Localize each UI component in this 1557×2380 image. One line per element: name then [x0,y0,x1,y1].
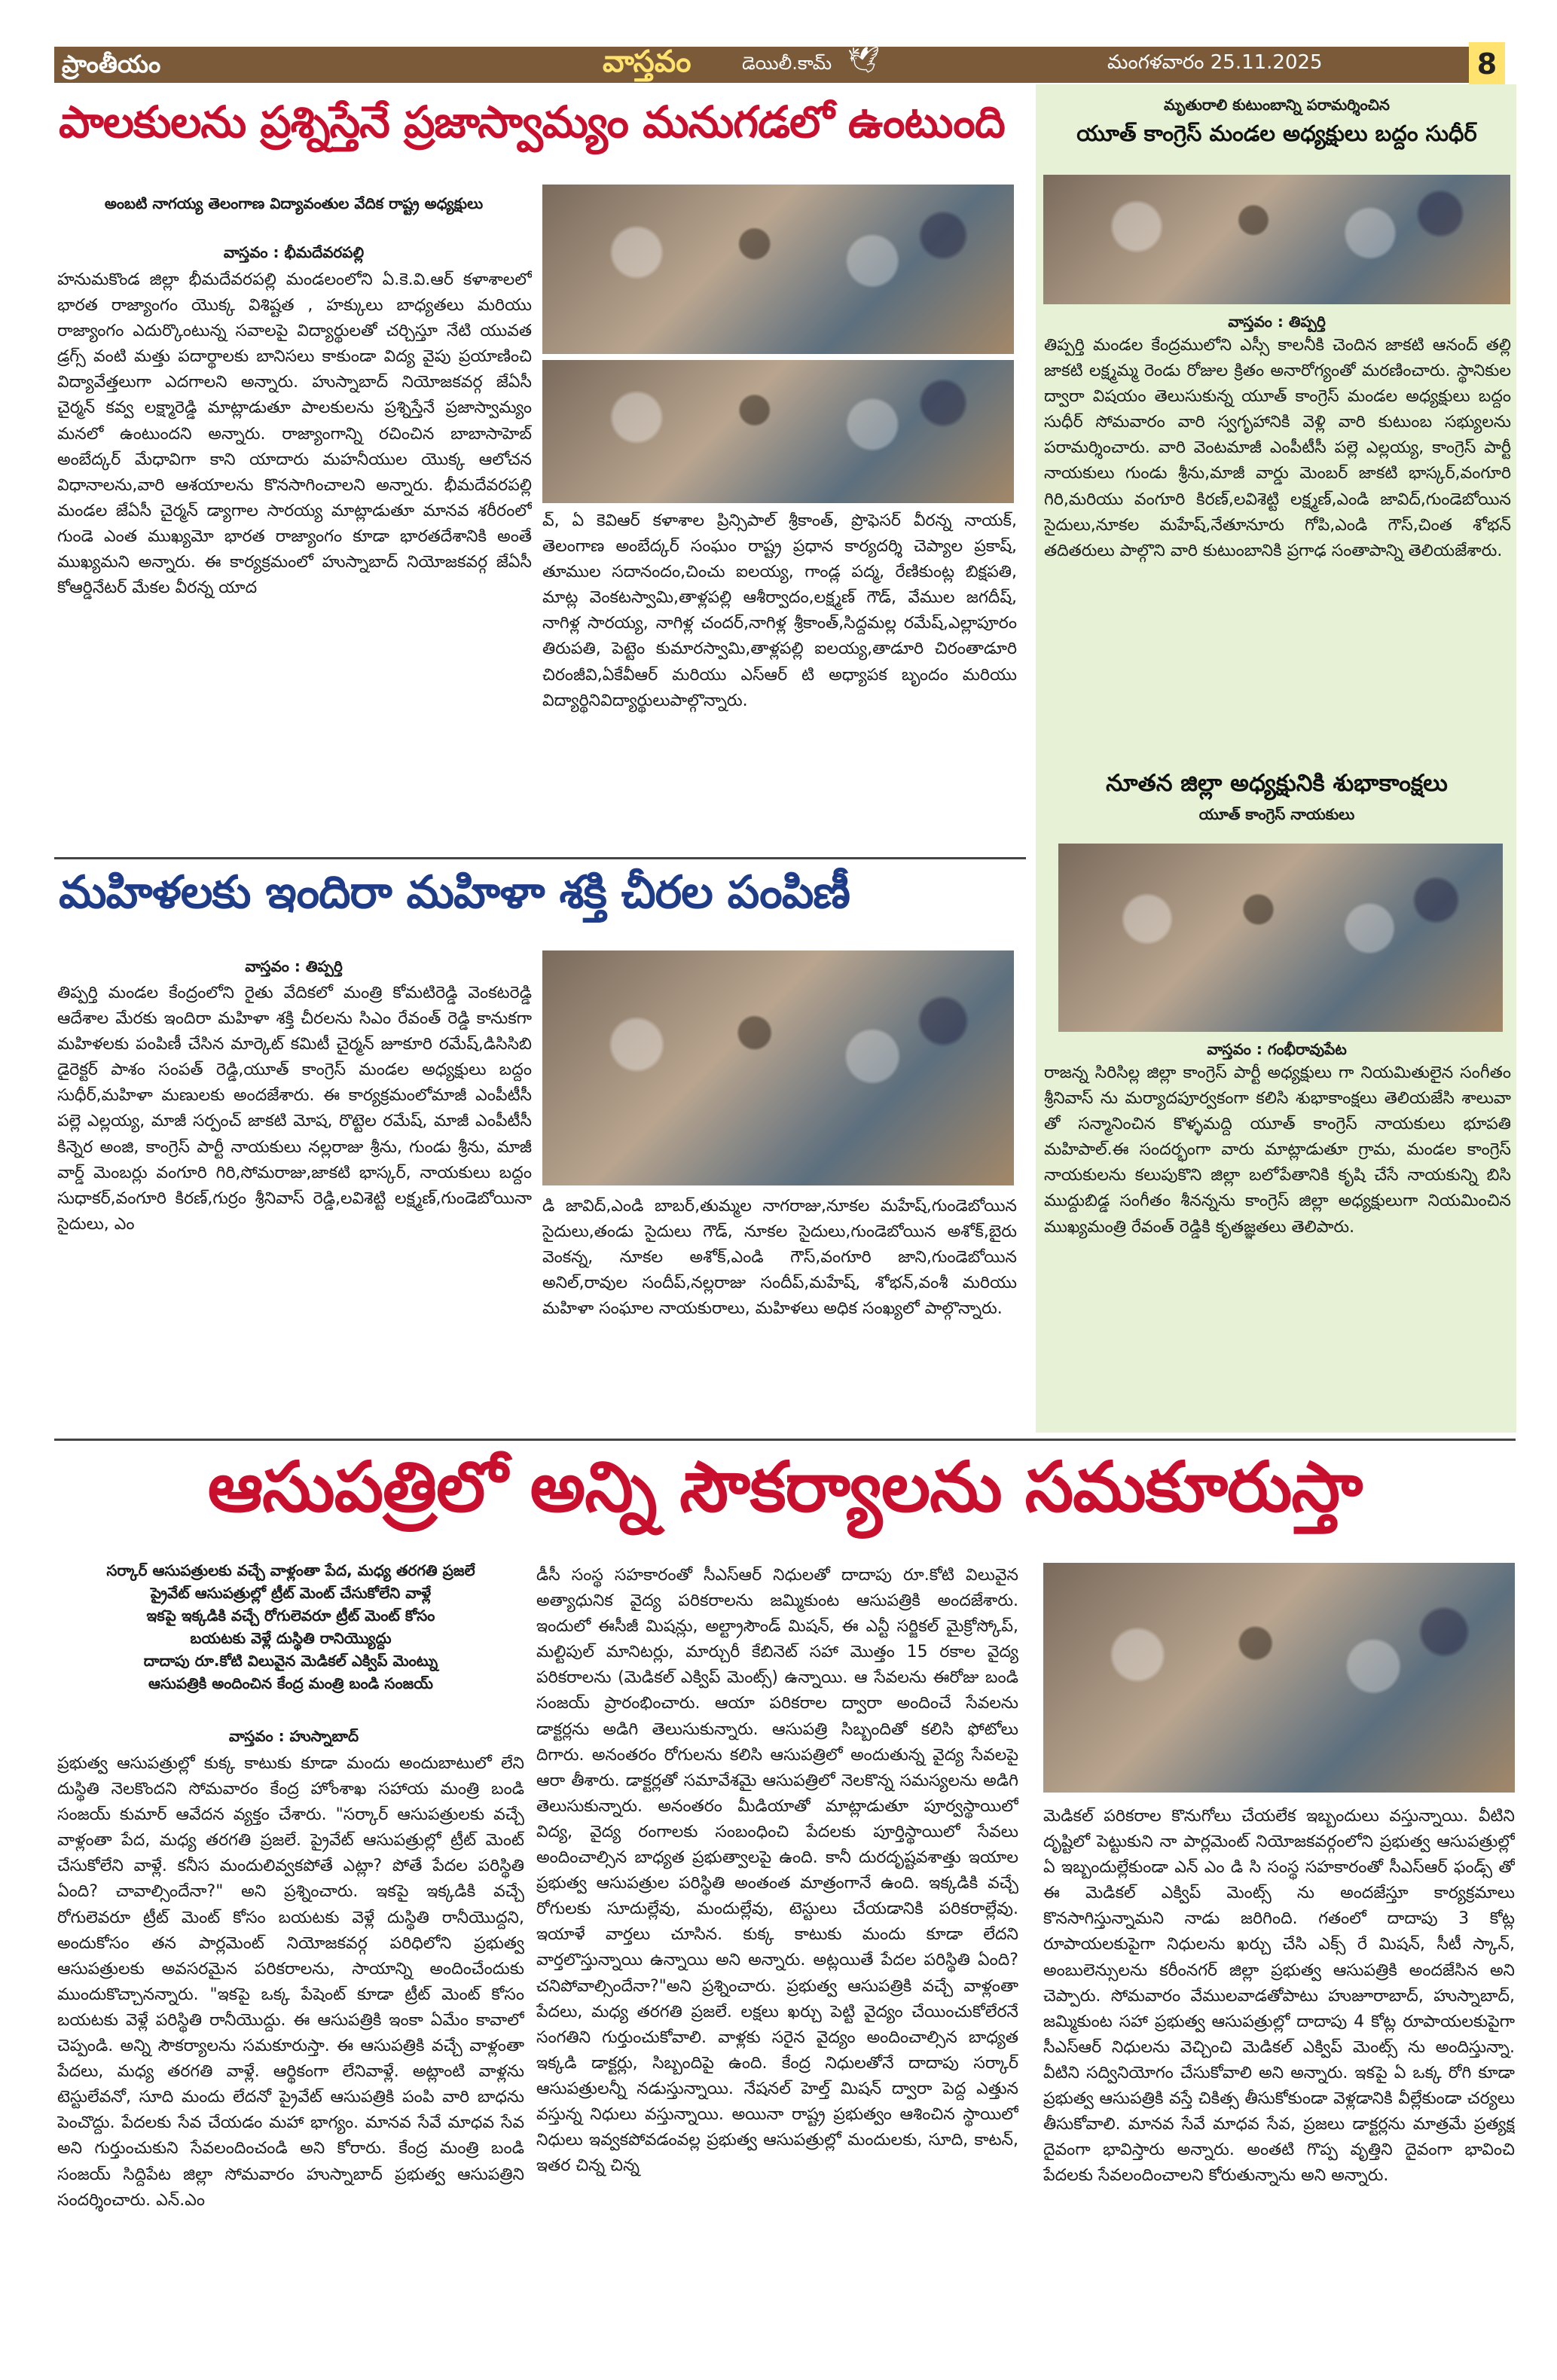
story3-subheads [57,1559,524,1695]
sidebar1-body: తిప్పర్తి మండల కేంద్రములోని ఎస్సీ కాలనీకి చెందిన జాకటి ఆనంద్ తల్లి జాకటి లక్ష్మమ్మ రెండు రోజుల క్రితం అనారోగ్యంతో మరణించారు. స్థానికుల ద్వారా విషయం తెలుసుకున్న యూత్ కాంగ్రెస్ మండల అధ్యక్షులు బద్దం సుధీర్ సోమవారం వారి స్వగృహానికి వెళ్లి వారి కుటుంబ సభ్యులను పరామర్శించారు. వారి వెంటమాజీ ఎంపీటీసీ పల్లె ఎల్లయ్య, కాంగ్రెస్ పార్టీ నాయకులు గుండు శ్రీను,మాజీ వార్డు మెంబర్ జాకటి భాస్కర్,వంగూరి గిరి,మరియు వంగూరి కిరణ్,లవిశెట్టి లక్ష్మణ్,ఎండి జావిద్,గుండెబోయిన సైదులు,నూకల మహేష్,నేతూనూరు గోపి,ఎండి గౌస్,చింత శోభన్ తదితరులు పాల్గొని వారి కుటుంబానికి ప్రగాఢ సంతాపాన్ని తెలియజేశారు. [1044,336,1511,560]
sidebar2-dateline: వాస్తవం : గంభీరావుపేట [1207,1040,1347,1058]
story1-headline: పాలకులను ప్రశ్నిస్తేనే ప్రజాస్వామ్యం మనుగడలో ఉంటుంది [59,96,1005,148]
subhead: ఆసుపత్రికి అందించిన కేంద్ర మంత్రి బండి సంజయ్ [148,1674,433,1692]
subhead: బయటకు వెళ్లే దుస్థితి రానియ్యొద్దు [190,1629,392,1647]
sidebar1-headline: యూత్ కాంగ్రెస్ మండల అధ్యక్షులు బద్దం సుధీర్ [1076,121,1477,146]
subhead: ఇకపై ఇక్కడికి వచ్చే రోగులెవరూ ట్రీట్ మెంట్ కోసం [146,1606,435,1625]
subhead: దాదాపు రూ.కోటి విలువైన మెడికల్ ఎక్విప్ మెంట్ను [143,1652,438,1670]
subhead: సర్కార్ ఆసుపత్రులకు వచ్చే వాళ్లంతా పేద, మధ్య తరగతి ప్రజలే [106,1561,475,1579]
dove-logo-icon: 🕊 [847,45,881,75]
story1-photo-students [542,360,1014,503]
story3-body-col2: డీసీ సంస్థ సహకారంతో సీఎస్ఆర్ నిధులతో దాదాపు రూ.కోటి విలువైన అత్యాధునిక వైద్య పరికరాలను జమ్మికుంట ఆసుపత్రికి అందజేశారు. ఇందులో ఈసీజీ మిషన్లు, అల్ట్రాసౌండ్ మిషన్, ఈ ఎన్టీ సర్జికల్ మైక్రోస్కోప్, మల్టిపుల్ మానిటర్లు, మార్చురీ కేబినెట్ సహా మొత్తం 15 రకాల వైద్య పరికరాలను (మెడికల్ ఎక్విప్ మెంట్స్) ఉన్నాయి. ఆ సేవలను ఈరోజు బండి సంజయ్ ప్రారంభించారు. ఆయా పరికరాల ద్వారా అందించే సేవలను డాక్టర్లను అడిగి తెలుసుకున్నారు. ఆసుపత్రి సిబ్బందితో కలిసి ఫోటోలు దిగారు. అనంతరం రోగులను కలిసి ఆసుపత్రిలో అందుతున్న వైద్య సేవలపై ఆరా తీశారు. డాక్టర్లతో సమావేశమై ఆసుపత్రిలో నెలకొన్న సమస్యలను అడిగి తెలుసుకున్నారు. అనంతరం మీడియాతో మాట్లాడుతూ పూర్వస్థాయిలో విద్య, వైద్య రంగాలకు సంబంధించి పేదలకు పూర్తిస్థాయిలో సేవలు అందించాల్సిన బాధ్యత ప్రభుత్వాలపై ఉంది. కానీ దురదృష్టవశాత్తు ఇయాల ప్రభుత్వ ఆసుపత్రుల పరిస్థితి అంతంత మాత్రంగానే ఉంది. ఇక్కడికి వచ్చే రోగులకు సూదుల్లేవు, మందుల్లేవు, టెస్టులు చేయడానికి పరికరాల్లేవు. ఇయాళే వార్తలు చూసిన. కుక్క కాటుకు మందు కూడా లేదని వార్తలొస్తున్నాయి ఉన్నాయి అని అన్నారు. అట్లయితే పేదల పరిస్థితి ఏంది? చనిపోవాల్సిందేనా?"అని ప్రశ్నించారు. ప్రభుత్వ ఆసుపత్రికి వచ్చే వాళ్లంతా పేదలు, మధ్య తరగతి ప్రజలే. లక్షలు ఖర్చు పెట్టి వైద్యం చేయించుకోలేరనే సంగతిని గుర్తుంచుకోవాలి. వాళ్లకు సరైన వైద్యం అందించాల్సిన బాధ్యత ఇక్కడి డాక్టర్లు, సిబ్బందిపై ఉంది. కేంద్ర నిధులతోనే దాదాపు సర్కార్ ఆసుపత్రులన్నీ నడుస్తున్నాయి. నేషనల్ హెల్త్ మిషన్ ద్వారా పెద్ద ఎత్తున వస్తున్న నిధులు వస్తున్నాయి. అయినా రాష్ట్ర ప్రభుత్వం ఆశించిన స్థాయిలో నిధులు ఇవ్వకపోవడంవల్ల ప్రభుత్వ ఆసుపత్రుల్లో మందులకు, సూది, కాటన్, ఇతర చిన్న చిన్న [536,1566,1018,2176]
story2-headline: మహిళలకు ఇందిరా మహిళా శక్తి చీరల పంపిణీ [59,866,850,919]
sidebar1-dateline: వాస్తవం : తిప్పర్తి [1228,313,1326,331]
subhead: ప్రైవేట్ ఆసుపత్రుల్లో ట్రీట్ మెంట్ చేసుకోలేని వాళ్లే [150,1584,432,1602]
divider [54,1439,1516,1441]
section-label: ప్రాంతీయం [62,50,161,78]
sidebar1-photo-condolence [1043,175,1510,304]
sidebar1-kicker: మృతురాలి కుటుంబాన్ని పరామర్శించిన [1164,96,1390,114]
story2-body-left: తిప్పర్తి మండల కేంద్రంలోని రైతు వేదికలో మంత్రి కోమటిరెడ్డి వెంకటరెడ్డి ఆదేశాల మేరకు ఇందిరా మహిళా శక్తి చీరలను సిఎం రేవంత్ రెడ్డి కానుకగా మహిళలకు పంపిణీ చేసిన మార్కెట్ కమిటీ చైర్మన్ జూకూరి రమేష్,డిసిసిబి డైరెక్టర్ పాశం సంపత్ రెడ్డి,యూత్ కాంగ్రెస్ మండల అధ్యక్షులు బద్దం సుధీర్,మహిళా మణులకు అందజేశారు. ఈ కార్యక్రమంలోమాజీ ఎంపీటీసీ పల్లె ఎల్లయ్య, మాజీ సర్పంచ్ జాకటి మోష, రొట్టెల రమేష్, మాజీ ఎంపీటీసీ కిన్నెర అంజి, కాంగ్రెస్ పార్టీ నాయకులు నల్లరాజు శ్రీను, గుండు శ్రీను, మాజీ వార్డ్ మెంబర్లు వంగూరి గిరి,సోమరాజు,జాకటి భాస్కర్, నాయకులు బద్దం సుధాకర్,వంగూరి కిరణ్,గుర్రం శ్రీనివాస్ రెడ్డి,లవిశెట్టి లక్ష్మణ్,గుండెబోయినా సైదులు, ఎం [57,984,532,1234]
story1-dateline: వాస్తవం : భీమదేవరపల్లి [223,243,365,261]
story3-dateline: వాస్తవం : హుస్నాబాద్ [228,1727,359,1745]
story3-photo-minister [1043,1563,1515,1793]
paper-domain: డెయిలీ.కామ్ [742,53,832,74]
story3-body-col1: ప్రభుత్వ ఆసుపత్రుల్లో కుక్క కాటుకు కూడా మందు అందుబాటులో లేని దుస్థితి నెలకొందని సోమవారం కేంద్ర హోంశాఖ సహాయ మంత్రి బండి సంజయ్ కుమార్ ఆవేదన వ్యక్తం చేశారు. "సర్కార్ ఆసుపత్రులకు వచ్చే వాళ్లంతా పేద, మధ్య తరగతి ప్రజలే. ప్రైవేట్ ఆసుపత్రుల్లో ట్రీట్ మెంట్ చేసుకోలేని వాళ్లే. కనీస మందులివ్వకపోతే ఎట్లా? పోతే పేదల పరిస్థితి ఏంది? చావాల్సిందేనా?" అని ప్రశ్నించారు. ఇకపై ఇక్కడికి వచ్చే రోగులెవరూ ట్రీట్ మెంట్ కోసం బయటకు వెళ్లే దుస్థితి రానీయొద్దని, అందుకోసం తన పార్లమెంట్ నియోజకవర్గ పరిధిలోని ప్రభుత్వ ఆసుపత్రులకు అవసరమైన పరికరాలను, సాయాన్ని అందించేందుకు ముందుకొచ్చానన్నారు. "ఇకపై ఒక్క పేషెంట్ కూడా ట్రీట్ మెంట్ కోసం బయటకు వెళ్లే పరిస్థితి రానీయొద్దు. ఈ ఆసుపత్రికి ఇంకా ఏమేం కావాలో చెప్పండి. అన్ని సౌకర్యాలను సమకూరుస్తా. ఈ ఆసుపత్రికి వచ్చే వాళ్లంతా పేదలు, మధ్య తరగతి వాళ్లే. ఆర్థికంగా లేనివాళ్లే. అట్లాంటి వాళ్లను టెస్టులేవనో, సూది మందు లేదనో ప్రైవేట్ ఆసుపత్రికి పంపి వారి బాధను పెంచొద్దు. పేదలకు సేవ చేయడం మహా భాగ్యం. మానవ సేవే మాధవ సేవ అని గుర్తుంచుకుని సేవలందించండి అని కోరారు. కేంద్ర మంత్రి బండి సంజయ్ సిద్దిపేట జిల్లా సోమవారం హుస్నాబాద్ ప్రభుత్వ ఆసుపత్రిని సందర్శించారు. ఎన్.ఎం [57,1754,524,2210]
story3-body-col3: మెడికల్ పరికరాల కొనుగోలు చేయలేక ఇబ్బందులు వస్తున్నాయి. వీటిని దృష్టిలో పెట్టుకుని నా పార్లమెంట్ నియోజకవర్గంలోని ప్రభుత్వ ఆసుపత్రుల్లో ఏ ఇబ్బందుల్లేకుండా ఎన్ ఎం డి సి సంస్థ సహకారంతో సీఎస్ఆర్ ఫండ్స్ తో ఈ మెడికల్ ఎక్విప్ మెంట్స్ ను అందజేస్తూ కార్యక్రమాలు కొనసాగిస్తున్నామని నాడు జరిగింది. గతంలో దాదాపు 3 కోట్ల రూపాయలకుపైగా నిధులను ఖర్చు చేసి ఎక్స్ రే మిషన్, సీటీ స్కాన్, అంబులెన్సులను కరీంనగర్ జిల్లా ప్రభుత్వ ఆసుపత్రికి అందజేసిన అని చెప్పారు. సోమవారం వేములవాడతోపాటు హుజూరాబాద్, హుస్నాబాద్, జమ్మికుంట సహా ప్రభుత్వ ఆసుపత్రుల్లో దాదాపు 4 కోట్ల రూపాయలకుపైగా సీఎస్ఆర్ నిధులను వెచ్చించి మెడికల్ ఎక్విప్ మెంట్స్ ను అందిస్తున్నా. వీటిని సద్వినియోగం చేసుకోవాలి అని అన్నారు. ఇకపై ఏ ఒక్క రోగి కూడా ప్రభుత్వ ఆసుపత్రికి వస్తే చికిత్స తీసుకోకుండా వెళ్లడానికి వీల్లేకుండా చర్యలు తీసుకోవాలి. మానవ సేవే మాధవ సేవ, ప్రజలు డాక్టర్లను మాత్రమే ప్రత్యక్ష దైవంగా భావిస్తారు అన్నారు. అంతటి గొప్ప వృత్తిని దైవంగా భావించి పేదలకు సేవలందించాలని కోరుతున్నాను అని అన్నారు. [1043,1807,1515,2186]
sidebar2-kicker: యూత్ కాంగ్రెస్ నాయకులు [1198,805,1355,823]
story1-body-left: హనుమకొండ జిల్లా భీమదేవరపల్లి మండలంలోని ఏ.కె.వి.ఆర్ కళాశాలలో భారత రాజ్యాంగం యొక్క విశిష్టత , హక్కులు బాధ్యతలు మరియు రాజ్యాంగం ఎదుర్కొంటున్న సవాలపై విద్యార్థులతో చర్చిస్తూ నేటి యువత డ్రగ్స్ వంటి మత్తు పదార్థాలకు బానిసలు కాకుండా విద్య వైపు ప్రయాణించి విద్యావేత్తలుగా ఎదగాలని అన్నారు. హుస్నాబాద్ నియోజకవర్గ జేఏసీ చైర్మన్ కవ్వ లక్ష్మారెడ్డి మాట్లాడుతూ పాలకులను ప్రశ్నిస్తేనే ప్రజాస్వామ్యం మనలో ఉంటుందని అన్నారు. రాజ్యాంగాన్ని రచించిన బాబాసాహెబ్ అంబేద్కర్ మేధావిగా కాని యాదారు మహనీయుల యొక్క ఆలోచన విధానాలను,వారి ఆశయాలను కొనసాగించాలని అన్నారు. భీమదేవరపల్లి మండల జేఏసీ చైర్మన్ డ్యాగాల సారయ్య మాట్లాడుతూ మానవ శరీరంలో గుండె ఎంత ముఖ్యమో భారత రాజ్యాంగం కూడా భారతదేశానికి అంతే ముఖ్యమని అన్నారు. ఈ కార్యక్రమంలో హుస్నాబాద్ నియోజకవర్గ జేఏసీ కోఆర్డినేటర్ మేకల వీరన్న యాద [57,270,532,598]
date-line: మంగళవారం 25.11.2025 [1107,51,1323,74]
story1-byline: అంబటి నాగయ్య తెలంగాణ విద్యావంతుల వేదిక రాష్ట్ర అధ్యక్షులు [104,194,484,212]
story3-headline: ఆసుపత్రిలో అన్ని సౌకర్యాలను సమకూరుస్తా [207,1446,1363,1527]
divider [54,857,1026,859]
story2-photo-saree-distribution [542,950,1014,1185]
story2-body-right: డి జావిద్,ఎండి బాబర్,తుమ్మల నాగరాజు,నూకల మహేష్,గుండెబోయిన సైదులు,తండు సైదులు గౌడ్, నూకల సైదులు,గుండెబోయిన అశోక్,బైరు వెంకన్న, నూకల అశోక్,ఎండి గౌస్,వంగూరి జాని,గుండెబోయిన అనిల్,రావుల సందీప్,నల్లరాజు సందీప్,మహేష్, శోభన్,వంశీ మరియు మహిళా సంఘాల నాయకురాలు, మహిళలు అధిక సంఖ్యలో పాల్గొన్నారు. [542,1197,1017,1319]
sidebar2-body: రాజన్న సిరిసిల్ల జిల్లా కాంగ్రెస్ పార్టీ అధ్యక్షులు గా నియమితులైన సంగీతం శ్రీనివాస్ ను మర్యాదపూర్వకంగా కలిసి శుభాకాంక్షలు తెలియజేసి శాలువా తో సన్మానించిన కొళ్ళమద్ది యూత్ కాంగ్రెస్ నాయకులు భూపతి మహిపాల్.ఈ సందర్భంగా వారు మాట్లాడుతూ గ్రామ, మండల కాంగ్రెస్ నాయకులను కలుపుకొని జిల్లా బలోపేతానికి కృషి చేసే నాయకున్ని బిసి ముద్దుబిడ్డ సంగీతం శీనన్నను కాంగ్రెస్ జిల్లా అధ్యక్షులుగా నియమించిన ముఖ్యమంత్రి రేవంత్ రెడ్డికి కృతజ్ఞతలు తెలిపారు. [1044,1063,1511,1237]
paper-name: వాస్తవం [603,44,691,79]
sidebar2-headline: నూతన జిల్లా అధ్యక్షునికి శుభాకాంక్షలు [1106,770,1448,797]
page-number: 8 [1469,42,1505,86]
sidebar2-photo-felicitation [1058,844,1503,1032]
story2-dateline: వాస్తవం : తిప్పర్తి [245,957,343,975]
story1-photo-classroom [542,185,1014,354]
story1-body-right: వ్, ఏ కెవిఆర్ కళాశాల ప్రిన్సిపాల్ శ్రీకాంత్, ప్రొఫెసర్ వీరన్న నాయక్, తెలంగాణ అంబేద్కర్ సంఘం రాష్ట్ర ప్రధాన కార్యదర్శి చెప్యాల ప్రకాష్, తూముల సదానందం,చించు ఐలయ్య, గాండ్ల పద్మ, రేణికుంట్ల బిక్షపతి, మాట్ల వెంకటస్వామి,తాళ్లపల్లి ఆశీర్వాదం,లక్ష్మణ్ గౌడ్, వేముల జగదీష్, నాగిళ్ల సారయ్య, నాగిళ్ల చందర్,నాగిళ్ల శ్రీకాంత్,సిద్దమల్ల రమేష్,ఎల్లాపూరం తిరుపతి, పెట్టెం కుమారస్వామి,తాళ్లపల్లి ఐలయ్య,తాడూరి చిరంతాడూరి చిరంజీవి,ఏకేవీఆర్ మరియు ఎస్ఆర్ టి అధ్యాపక బృందం మరియు విద్యార్థినివిద్యార్థులుపాల్గొన్నారు. [542,511,1017,710]
